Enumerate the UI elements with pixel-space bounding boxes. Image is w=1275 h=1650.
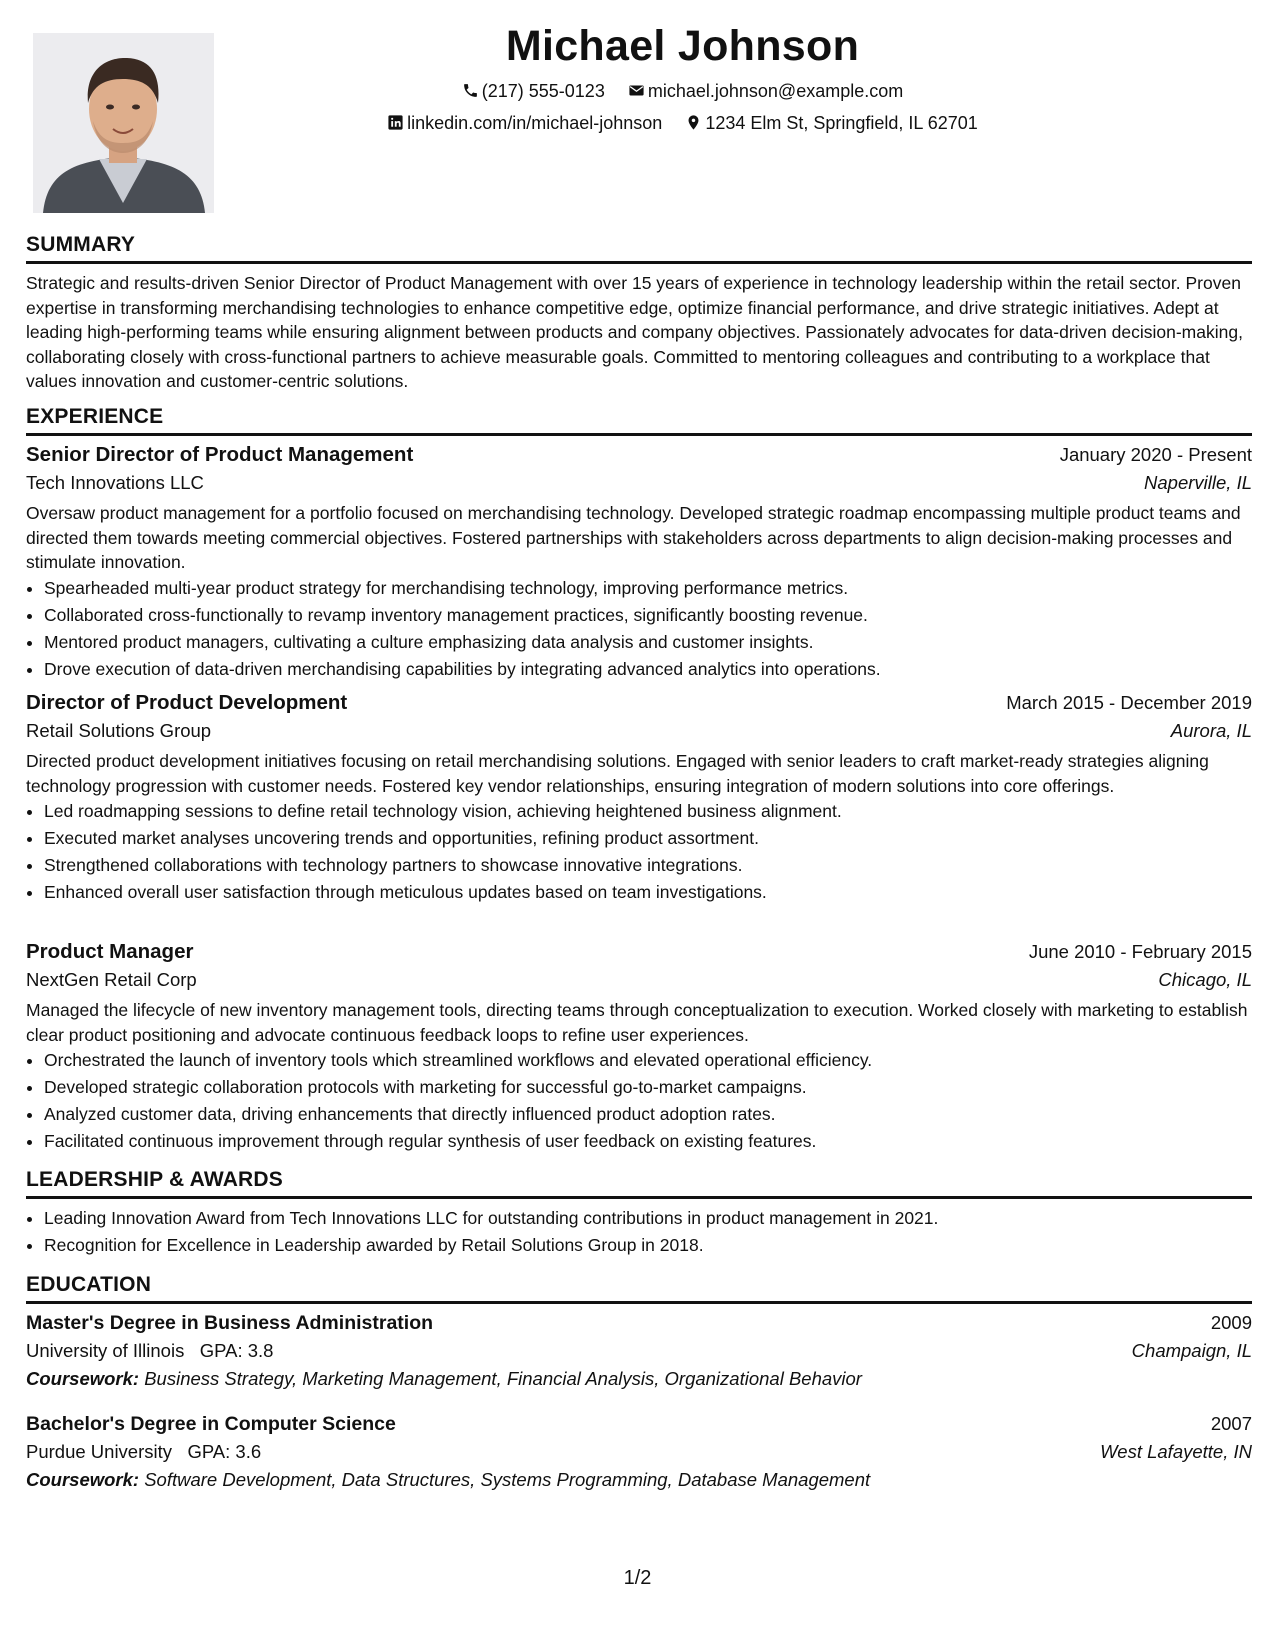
page-number: 1/2: [623, 1567, 652, 1589]
map-pin-icon: [685, 114, 702, 131]
experience-section: [26, 405, 1252, 436]
coursework-label: Coursework:: [26, 1469, 140, 1490]
job-dates: March 2015 - December 2019: [1006, 692, 1252, 713]
job-entry: [26, 691, 1252, 906]
degree-year: 2009: [1210, 1312, 1252, 1333]
awards-list: [26, 1205, 1252, 1259]
job-bullets: [26, 575, 1252, 683]
job-title: Senior Director of Product Management: [26, 443, 414, 466]
job-company: Retail Solutions Group: [26, 720, 212, 741]
education-entry: [26, 1312, 1252, 1390]
job-entry: [26, 940, 1252, 1155]
school-name: Purdue University: [26, 1441, 173, 1462]
awards-section: [26, 1168, 1252, 1259]
bullet-item: • Analyzed customer data, driving enhancements that directly influenced product adoption rates.: [44, 1101, 1252, 1128]
linkedin-contact[interactable]: [387, 113, 662, 134]
job-location: Naperville, IL: [1144, 472, 1252, 493]
education-entry: [26, 1413, 1252, 1491]
coursework-label: Coursework:: [26, 1368, 140, 1389]
degree-title: Master's Degree in Business Administration: [26, 1312, 434, 1334]
job-company: Tech Innovations LLC: [26, 472, 204, 493]
email-text: michael.johnson@example.com: [647, 81, 904, 101]
bullet-item: • Developed strategic collaboration protocols with marketing for successful go-to-market campaigns.: [44, 1074, 1252, 1101]
job-location: Chicago, IL: [1158, 969, 1252, 990]
coursework-line: [26, 1368, 1252, 1390]
summary-text: Strategic and results-driven Senior Director of Product Management with over 15 years of experience in technology leadership within the retail sector. Proven expertise in transforming merchandising technologies to enhance competitive edge, optimize financial performance, and drive strategic initiatives. Adept at leading high-performing teams while ensuring alignment between products and company objectives. Passionately advocates for data-driven decision-making, collaborating closely with cross-functional partners to achieve measurable goals. Committed to mentoring colleagues and contributing to a workplace that values innovation and customer-centric solutions.: [26, 273, 1243, 391]
school-line: [26, 1340, 273, 1362]
bullet-item: • Orchestrated the launch of inventory tools which streamlined workflows and elevated operational efficiency.: [44, 1047, 1252, 1074]
job-bullets: [26, 798, 1252, 906]
experience-heading: EXPERIENCE: [26, 405, 1252, 436]
school-name: University of Illinois: [26, 1340, 185, 1361]
degree-year: 2007: [1210, 1413, 1252, 1434]
school-location: Champaign, IL: [1131, 1340, 1252, 1361]
school-line: [26, 1441, 261, 1463]
job-dates: January 2020 - Present: [1059, 444, 1252, 465]
education-section: [26, 1273, 1252, 1304]
gpa: GPA: 3.8: [199, 1340, 274, 1361]
coursework-list: Software Development, Data Structures, Systems Programming, Database Management: [144, 1469, 871, 1490]
bullet-item: • Drove execution of data-driven merchandising capabilities by integrating advanced analytics into operations.: [44, 656, 1252, 683]
contact-row-1: [90, 81, 1275, 102]
job-title: Director of Product Development: [26, 691, 348, 714]
job-company: NextGen Retail Corp: [26, 969, 197, 990]
contact-row-2: [90, 113, 1275, 134]
job-bullets: [26, 1047, 1252, 1155]
summary-section: [26, 233, 1252, 394]
bullet-item: • Mentored product managers, cultivating a culture emphasizing data analysis and customer insights.: [44, 629, 1252, 656]
bullet-item: • Executed market analyses uncovering trends and opportunities, refining product assortment.: [44, 825, 1252, 852]
job-description: Oversaw product management for a portfolio focused on merchandising technology. Developed strategic roadmap encompassing multiple product teams and directed them towards meeting commercial objectives. Fostered partnerships with stakeholders across departments to align decision-making processes and stimulate innovation.: [26, 503, 1241, 572]
linkedin-icon: [387, 114, 404, 131]
envelope-icon: [628, 82, 645, 99]
bullet-item: • Spearheaded multi-year product strategy for merchandising technology, improving performance metrics.: [44, 575, 1252, 602]
linkedin-text: linkedin.com/in/michael-johnson: [407, 113, 663, 133]
summary-heading: SUMMARY: [26, 233, 1252, 264]
candidate-name: Michael Johnson: [505, 22, 860, 70]
phone-text: (217) 555-0123: [481, 81, 605, 101]
bullet-item: • Collaborated cross-functionally to revamp inventory management practices, significantly boosting revenue.: [44, 602, 1252, 629]
email-contact[interactable]: [628, 81, 903, 102]
coursework-list: Business Strategy, Marketing Management, Financial Analysis, Organizational Behavior: [144, 1368, 862, 1389]
gpa: GPA: 3.6: [187, 1441, 262, 1462]
awards-heading: LEADERSHIP & AWARDS: [26, 1168, 1252, 1199]
job-location: Aurora, IL: [1170, 720, 1252, 741]
award-item: • Recognition for Excellence in Leadership awarded by Retail Solutions Group in 2018.: [44, 1232, 1252, 1259]
phone-icon: [462, 82, 479, 99]
award-item: • Leading Innovation Award from Tech Innovations LLC for outstanding contributions in product management in 2021.: [44, 1205, 1252, 1232]
degree-title: Bachelor's Degree in Computer Science: [26, 1413, 396, 1435]
phone-contact[interactable]: [462, 81, 605, 102]
education-heading: EDUCATION: [26, 1273, 1252, 1304]
bullet-item: • Enhanced overall user satisfaction through meticulous updates based on team investigations.: [44, 879, 1252, 906]
job-description: Managed the lifecycle of new inventory management tools, directing teams through conceptualization to execution. Worked closely with marketing to establish clear product positioning and advocate continuous feedback loops to refine user experiences.: [26, 1000, 1248, 1045]
bullet-item: • Strengthened collaborations with technology partners to showcase innovative integrations.: [44, 852, 1252, 879]
job-entry: [26, 443, 1252, 683]
address-text: 1234 Elm St, Springfield, IL 62701: [705, 113, 978, 133]
coursework-line: [26, 1469, 1252, 1491]
bullet-item: • Led roadmapping sessions to define retail technology vision, achieving heightened business alignment.: [44, 798, 1252, 825]
job-title: Product Manager: [26, 940, 194, 963]
bullet-item: • Facilitated continuous improvement through regular synthesis of user feedback on existing features.: [44, 1128, 1252, 1155]
job-dates: June 2010 - February 2015: [1028, 941, 1252, 962]
school-location: West Lafayette, IN: [1100, 1441, 1252, 1462]
job-description: Directed product development initiatives focusing on retail merchandising solutions. Engaged with senior leaders to craft market-ready strategies aligning technology progression with customer needs. Fostered key vendor relationships, ensuring integration of modern solutions into core offerings.: [26, 751, 1209, 796]
address-contact: [685, 113, 978, 134]
